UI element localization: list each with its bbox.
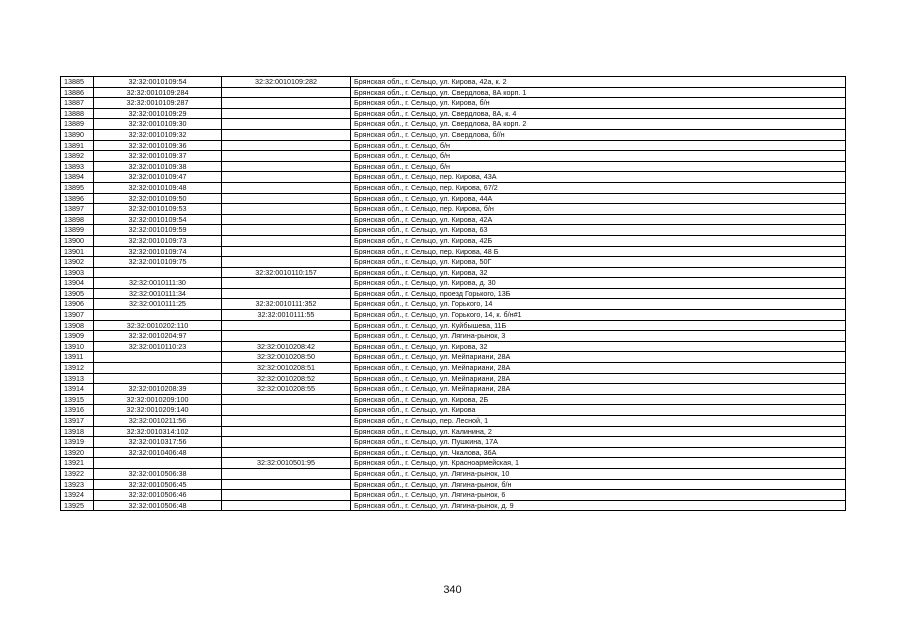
cadastral-number-cell: 32:32:0010109:73 [94, 235, 222, 246]
cadastral-number-cell: 32:32:0010204:97 [94, 331, 222, 342]
row-number-cell: 13897 [61, 204, 94, 215]
address-cell: Брянская обл., г. Сельцо, ул. Мейпариани, 28А [351, 363, 846, 374]
table-row [61, 225, 846, 236]
row-number-cell: 13886 [61, 87, 94, 98]
row-number-cell: 13925 [61, 500, 94, 511]
table-row [61, 267, 846, 278]
table-row [61, 257, 846, 268]
related-cadastral-number-cell [222, 87, 351, 98]
related-cadastral-number-cell [222, 214, 351, 225]
related-cadastral-number-cell: 32:32:0010111:352 [222, 299, 351, 310]
row-number-cell: 13889 [61, 119, 94, 130]
address-cell: Брянская обл., г. Сельцо, ул. Свердлова, 8А, к. 4 [351, 108, 846, 119]
related-cadastral-number-cell: 32:32:0010110:157 [222, 267, 351, 278]
related-cadastral-number-cell: 32:32:0010111:55 [222, 310, 351, 321]
cadastral-number-cell: 32:32:0010109:36 [94, 140, 222, 151]
related-cadastral-number-cell: 32:32:0010208:52 [222, 373, 351, 384]
related-cadastral-number-cell [222, 98, 351, 109]
cadastral-number-cell: 32:32:0010109:50 [94, 193, 222, 204]
address-cell: Брянская обл., г. Сельцо, проезд Горького, 13Б [351, 288, 846, 299]
row-number-cell: 13906 [61, 299, 94, 310]
address-cell: Брянская обл., г. Сельцо, ул. Лягина-рынок, д. 9 [351, 500, 846, 511]
row-number-cell: 13898 [61, 214, 94, 225]
address-cell: Брянская обл., г. Сельцо, ул. Кирова, 42а, к. 2 [351, 77, 846, 88]
related-cadastral-number-cell [222, 151, 351, 162]
table-row [61, 479, 846, 490]
related-cadastral-number-cell [222, 416, 351, 427]
address-cell: Брянская обл., г. Сельцо, ул. Калинина, 2 [351, 426, 846, 437]
address-cell: Брянская обл., г. Сельцо, б/н [351, 140, 846, 151]
cadastral-number-cell: 32:32:0010109:59 [94, 225, 222, 236]
cadastral-number-cell: 32:32:0010109:75 [94, 257, 222, 268]
related-cadastral-number-cell: 32:32:0010208:50 [222, 352, 351, 363]
row-number-cell: 13921 [61, 458, 94, 469]
table-row [61, 426, 846, 437]
table-row [61, 108, 846, 119]
cadastral-number-cell: 32:32:0010109:54 [94, 214, 222, 225]
related-cadastral-number-cell [222, 288, 351, 299]
table-row [61, 416, 846, 427]
cadastral-number-cell: 32:32:0010111:25 [94, 299, 222, 310]
row-number-cell: 13908 [61, 320, 94, 331]
table-row [61, 129, 846, 140]
cadastral-number-cell [94, 267, 222, 278]
cadastral-number-cell [94, 352, 222, 363]
address-cell: Брянская обл., г. Сельцо, ул. Мейпариани, 28А [351, 373, 846, 384]
related-cadastral-number-cell: 32:32:0010208:55 [222, 384, 351, 395]
address-cell: Брянская обл., г. Сельцо, пер. Кирова, 67/2 [351, 182, 846, 193]
row-number-cell: 13902 [61, 257, 94, 268]
cadastral-number-cell: 32:32:0010109:30 [94, 119, 222, 130]
related-cadastral-number-cell [222, 257, 351, 268]
row-number-cell: 13915 [61, 394, 94, 405]
address-cell: Брянская обл., г. Сельцо, ул. Лягина-рынок, 10 [351, 468, 846, 479]
related-cadastral-number-cell [222, 182, 351, 193]
address-cell: Брянская обл., г. Сельцо, ул. Лягина-рынок, 3 [351, 331, 846, 342]
table-row [61, 151, 846, 162]
related-cadastral-number-cell [222, 140, 351, 151]
cadastral-number-cell: 32:32:0010209:140 [94, 405, 222, 416]
table-row [61, 172, 846, 183]
cadastral-number-cell: 32:32:0010111:30 [94, 278, 222, 289]
table-row [61, 278, 846, 289]
row-number-cell: 13893 [61, 161, 94, 172]
related-cadastral-number-cell [222, 225, 351, 236]
row-number-cell: 13913 [61, 373, 94, 384]
address-cell: Брянская обл., г. Сельцо, ул. Кирова, 32 [351, 341, 846, 352]
cadastral-number-cell: 32:32:0010506:45 [94, 479, 222, 490]
row-number-cell: 13896 [61, 193, 94, 204]
row-number-cell: 13910 [61, 341, 94, 352]
address-cell: Брянская обл., г. Сельцо, ул. Лягина-рынок, б/н [351, 479, 846, 490]
row-number-cell: 13917 [61, 416, 94, 427]
cadastral-number-cell: 32:32:0010506:46 [94, 490, 222, 501]
table-row [61, 193, 846, 204]
cadastral-number-cell: 32:32:0010109:47 [94, 172, 222, 183]
address-cell: Брянская обл., г. Сельцо, ул. Куйбышева, 11Б [351, 320, 846, 331]
row-number-cell: 13887 [61, 98, 94, 109]
row-number-cell: 13890 [61, 129, 94, 140]
cadastral-table [60, 76, 846, 511]
related-cadastral-number-cell: 32:32:0010501:95 [222, 458, 351, 469]
related-cadastral-number-cell [222, 490, 351, 501]
row-number-cell: 13895 [61, 182, 94, 193]
related-cadastral-number-cell [222, 204, 351, 215]
address-cell: Брянская обл., г. Сельцо, пер. Кирова, 48 Б [351, 246, 846, 257]
row-number-cell: 13901 [61, 246, 94, 257]
row-number-cell: 13919 [61, 437, 94, 448]
row-number-cell: 13891 [61, 140, 94, 151]
related-cadastral-number-cell [222, 235, 351, 246]
related-cadastral-number-cell [222, 394, 351, 405]
table-row [61, 235, 846, 246]
cadastral-number-cell: 32:32:0010202:110 [94, 320, 222, 331]
related-cadastral-number-cell [222, 426, 351, 437]
cadastral-number-cell: 32:32:0010109:29 [94, 108, 222, 119]
row-number-cell: 13888 [61, 108, 94, 119]
table-row [61, 161, 846, 172]
table-row [61, 384, 846, 395]
table-row [61, 405, 846, 416]
cadastral-number-cell: 32:32:0010109:48 [94, 182, 222, 193]
related-cadastral-number-cell: 32:32:0010208:51 [222, 363, 351, 374]
address-cell: Брянская обл., г. Сельцо, ул. Мейпариани, 28А [351, 384, 846, 395]
cadastral-number-cell: 32:32:0010111:34 [94, 288, 222, 299]
table-row [61, 394, 846, 405]
address-cell: Брянская обл., г. Сельцо, ул. Горького, 14, к. б/н#1 [351, 310, 846, 321]
address-cell: Брянская обл., г. Сельцо, ул. Горького, 14 [351, 299, 846, 310]
table-row [61, 310, 846, 321]
table-row [61, 288, 846, 299]
table-row [61, 87, 846, 98]
address-cell: Брянская обл., г. Сельцо, пер. Кирова, 43А [351, 172, 846, 183]
cadastral-number-cell: 32:32:0010506:38 [94, 468, 222, 479]
cadastral-number-cell: 32:32:0010109:287 [94, 98, 222, 109]
address-cell: Брянская обл., г. Сельцо, ул. Свердлова, 8А корп. 1 [351, 87, 846, 98]
related-cadastral-number-cell [222, 331, 351, 342]
page-number: 340 [443, 584, 462, 596]
address-cell: Брянская обл., г. Сельцо, б/н [351, 151, 846, 162]
cadastral-number-cell: 32:32:0010406:48 [94, 447, 222, 458]
table-row [61, 490, 846, 501]
address-cell: Брянская обл., г. Сельцо, ул. Свердлова, 8А корп. 2 [351, 119, 846, 130]
row-number-cell: 13914 [61, 384, 94, 395]
cadastral-number-cell: 32:32:0010109:37 [94, 151, 222, 162]
address-cell: Брянская обл., г. Сельцо, ул. Пушкина, 17А [351, 437, 846, 448]
related-cadastral-number-cell: 32:32:0010208:42 [222, 341, 351, 352]
row-number-cell: 13900 [61, 235, 94, 246]
cadastral-number-cell: 32:32:0010317:56 [94, 437, 222, 448]
table-row [61, 500, 846, 511]
address-cell: Брянская обл., г. Сельцо, б/н [351, 161, 846, 172]
cadastral-table-body [61, 77, 846, 511]
row-number-cell: 13923 [61, 479, 94, 490]
row-number-cell: 13909 [61, 331, 94, 342]
cadastral-number-cell: 32:32:0010506:48 [94, 500, 222, 511]
related-cadastral-number-cell [222, 437, 351, 448]
address-cell: Брянская обл., г. Сельцо, ул. Кирова [351, 405, 846, 416]
cadastral-number-cell: 32:32:0010109:74 [94, 246, 222, 257]
related-cadastral-number-cell [222, 119, 351, 130]
row-number-cell: 13903 [61, 267, 94, 278]
related-cadastral-number-cell [222, 161, 351, 172]
cadastral-number-cell: 32:32:0010314:102 [94, 426, 222, 437]
table-row [61, 458, 846, 469]
related-cadastral-number-cell [222, 193, 351, 204]
table-row [61, 320, 846, 331]
table-row [61, 331, 846, 342]
table-row [61, 98, 846, 109]
cadastral-number-cell [94, 363, 222, 374]
related-cadastral-number-cell [222, 447, 351, 458]
row-number-cell: 13892 [61, 151, 94, 162]
table-row [61, 182, 846, 193]
table-row [61, 204, 846, 215]
table-row [61, 140, 846, 151]
address-cell: Брянская обл., г. Сельцо, ул. Мейпариани, 28А [351, 352, 846, 363]
table-row [61, 363, 846, 374]
cadastral-number-cell: 32:32:0010109:38 [94, 161, 222, 172]
address-cell: Брянская обл., г. Сельцо, ул. Кирова, 42А [351, 214, 846, 225]
related-cadastral-number-cell [222, 108, 351, 119]
address-cell: Брянская обл., г. Сельцо, ул. Кирова, 2Б [351, 394, 846, 405]
row-number-cell: 13885 [61, 77, 94, 88]
address-cell: Брянская обл., г. Сельцо, ул. Лягина-рынок, 6 [351, 490, 846, 501]
table-row [61, 447, 846, 458]
address-cell: Брянская обл., г. Сельцо, ул. Кирова, 32 [351, 267, 846, 278]
address-cell: Брянская обл., г. Сельцо, ул. Свердлова, б//н [351, 129, 846, 140]
related-cadastral-number-cell [222, 479, 351, 490]
related-cadastral-number-cell [222, 129, 351, 140]
related-cadastral-number-cell [222, 468, 351, 479]
address-cell: Брянская обл., г. Сельцо, пер. Кирова, б/н [351, 204, 846, 215]
cadastral-number-cell: 32:32:0010109:284 [94, 87, 222, 98]
row-number-cell: 13912 [61, 363, 94, 374]
address-cell: Брянская обл., г. Сельцо, пер. Лесной, 1 [351, 416, 846, 427]
row-number-cell: 13911 [61, 352, 94, 363]
row-number-cell: 13918 [61, 426, 94, 437]
row-number-cell: 13899 [61, 225, 94, 236]
row-number-cell: 13920 [61, 447, 94, 458]
cadastral-number-cell [94, 310, 222, 321]
cadastral-number-cell: 32:32:0010211:56 [94, 416, 222, 427]
row-number-cell: 13907 [61, 310, 94, 321]
table-row [61, 468, 846, 479]
related-cadastral-number-cell [222, 320, 351, 331]
cadastral-number-cell: 32:32:0010110:23 [94, 341, 222, 352]
cadastral-number-cell: 32:32:0010109:32 [94, 129, 222, 140]
related-cadastral-number-cell: 32:32:0010109:282 [222, 77, 351, 88]
cadastral-number-cell: 32:32:0010109:53 [94, 204, 222, 215]
table-row [61, 214, 846, 225]
table-row [61, 352, 846, 363]
related-cadastral-number-cell [222, 246, 351, 257]
row-number-cell: 13894 [61, 172, 94, 183]
table-row [61, 77, 846, 88]
address-cell: Брянская обл., г. Сельцо, ул. Кирова, 50Г [351, 257, 846, 268]
address-cell: Брянская обл., г. Сельцо, ул. Кирова, 63 [351, 225, 846, 236]
related-cadastral-number-cell [222, 500, 351, 511]
address-cell: Брянская обл., г. Сельцо, ул. Чкалова, 36А [351, 447, 846, 458]
table-row [61, 437, 846, 448]
address-cell: Брянская обл., г. Сельцо, ул. Кирова, 44А [351, 193, 846, 204]
row-number-cell: 13924 [61, 490, 94, 501]
row-number-cell: 13922 [61, 468, 94, 479]
address-cell: Брянская обл., г. Сельцо, ул. Кирова, д. 30 [351, 278, 846, 289]
table-row [61, 119, 846, 130]
row-number-cell: 13916 [61, 405, 94, 416]
row-number-cell: 13905 [61, 288, 94, 299]
cadastral-number-cell: 32:32:0010208:39 [94, 384, 222, 395]
related-cadastral-number-cell [222, 405, 351, 416]
table-row [61, 341, 846, 352]
row-number-cell: 13904 [61, 278, 94, 289]
cadastral-number-cell [94, 458, 222, 469]
table-row [61, 246, 846, 257]
cadastral-number-cell: 32:32:0010209:100 [94, 394, 222, 405]
cadastral-number-cell [94, 373, 222, 384]
table-row [61, 299, 846, 310]
cadastral-number-cell: 32:32:0010109:54 [94, 77, 222, 88]
address-cell: Брянская обл., г. Сельцо, ул. Кирова, б/н [351, 98, 846, 109]
related-cadastral-number-cell [222, 278, 351, 289]
related-cadastral-number-cell [222, 172, 351, 183]
table-row [61, 373, 846, 384]
address-cell: Брянская обл., г. Сельцо, ул. Красноармейская, 1 [351, 458, 846, 469]
address-cell: Брянская обл., г. Сельцо, ул. Кирова, 42Б [351, 235, 846, 246]
